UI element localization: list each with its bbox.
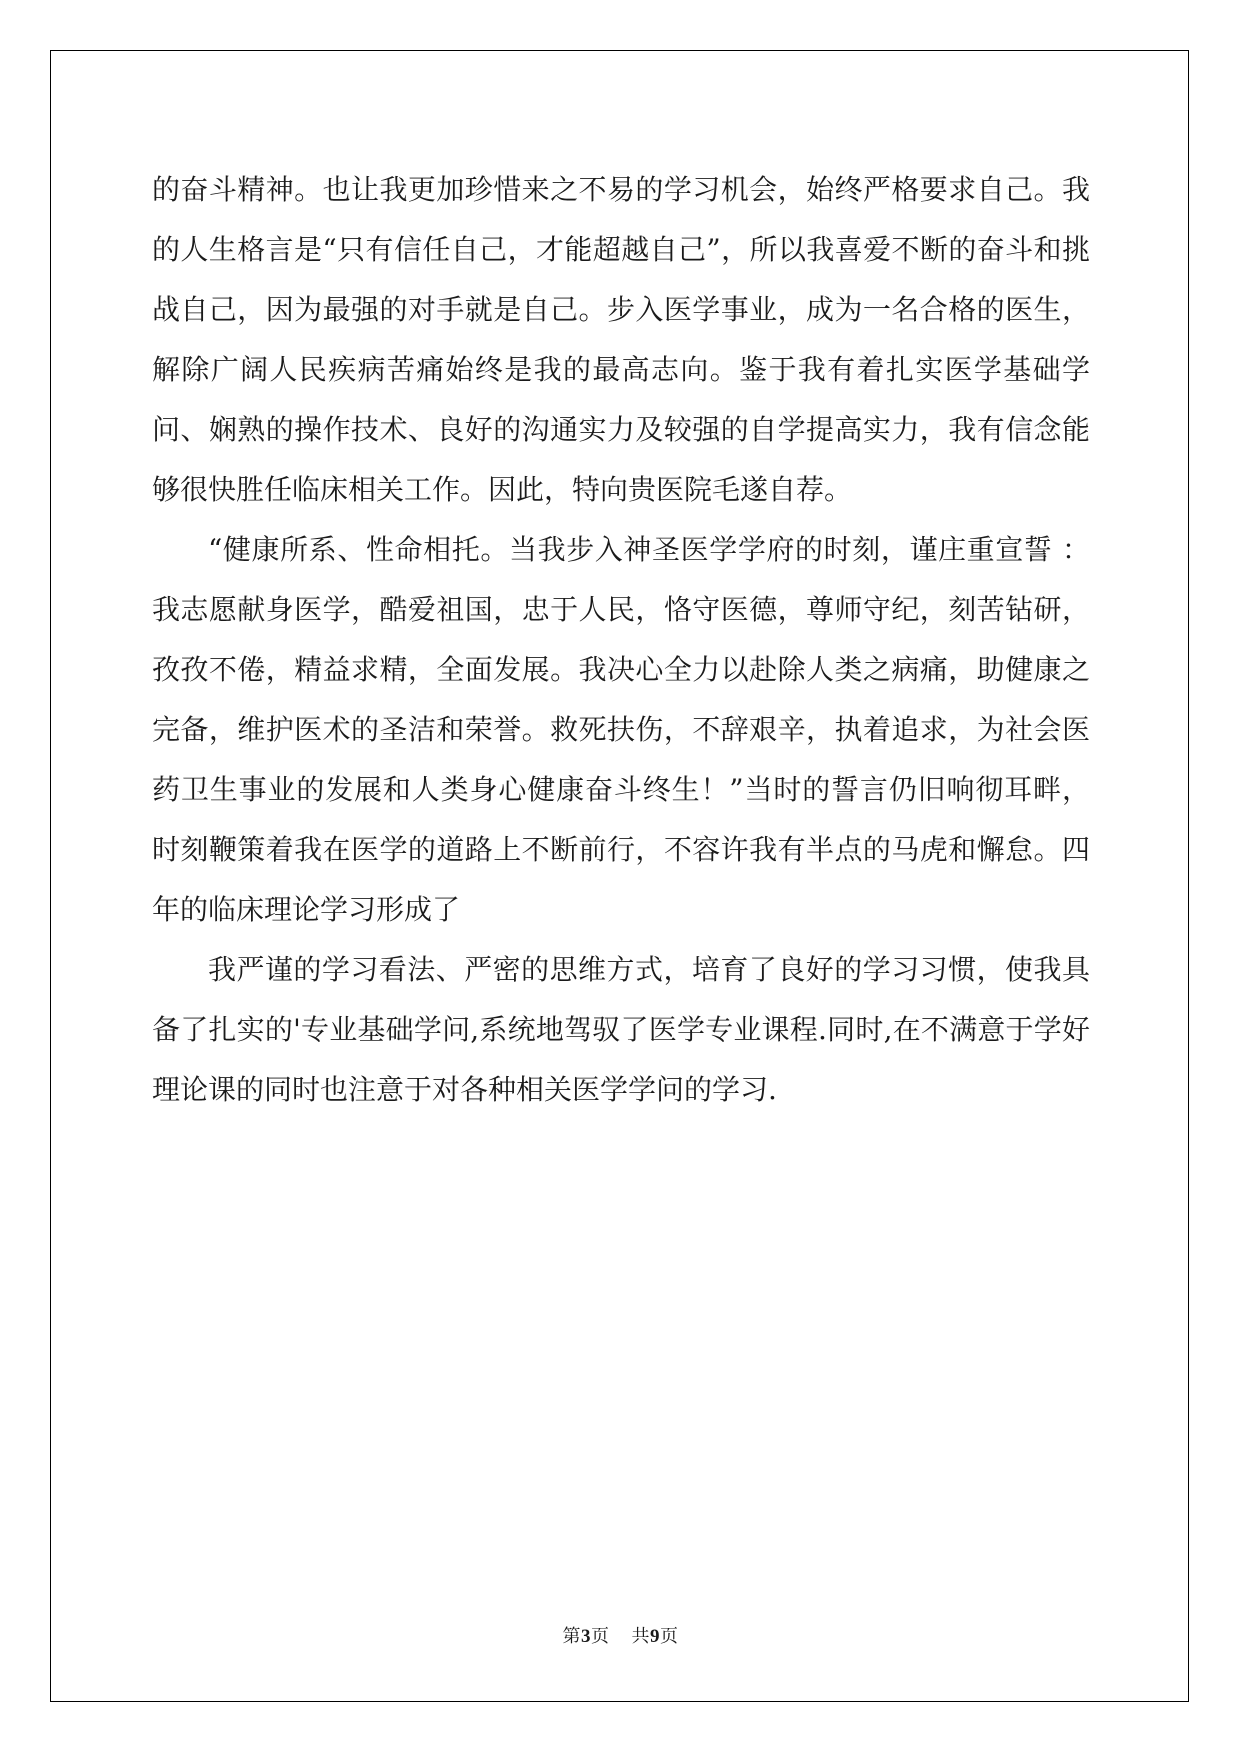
page-label-unit: 页 xyxy=(591,1626,610,1647)
current-page-number: 3 xyxy=(581,1626,591,1647)
total-label-prefix: 共 xyxy=(631,1626,650,1647)
document-body xyxy=(152,160,1090,1120)
total-label-unit: 页 xyxy=(660,1626,679,1647)
paragraph: 的奋斗精神。也让我更加珍惜来之不易的学习机会，始终严格要求自己。我的人生格言是“只有信任自己，才能超越自己”，所以我喜爱不断的奋斗和挑战自己，因为最强的对手就是自己。步入医学事业，成为一名合格的医生，解除广阔人民疾病苦痛始终是我的最高志向。鉴于我有着扎实医学基础学问、娴熟的操作技术、良好的沟通实力及较强的自学提高实力，我有信念能够很快胜任临床相关工作。因此，特向贵医院毛遂自荐。 xyxy=(152,173,1090,506)
total-page-number: 9 xyxy=(650,1626,660,1647)
page-footer xyxy=(0,1622,1241,1648)
paragraph: 我严谨的学习看法、严密的思维方式，培育了良好的学习习惯，使我具备了扎实的'专业基础学问,系统地驾驭了医学专业课程.同时,在不满意于学好理论课的同时也注意于对各种相关医学学问的学习. xyxy=(152,953,1090,1106)
page-label-prefix: 第 xyxy=(562,1626,581,1647)
paragraph: “健康所系、性命相托。当我步入神圣医学学府的时刻，谨庄重宣誓 ：我志愿献身医学，酷爱祖国，忠于人民，恪守医德，尊师守纪，刻苦钻研，孜孜不倦，精益求精，全面发展。我决心全力以赴除人类之病痛，助健康之完备，维护医术的圣洁和荣誉。救死扶伤，不辞艰辛，执着追求，为社会医药卫生事业的发展和人类身心健康奋斗终生！”当时的誓言仍旧响彻耳畔，时刻鞭策着我在医学的道路上不断前行，不容许我有半点的马虎和懈怠。四年的临床理论学习形成了 xyxy=(152,533,1090,926)
